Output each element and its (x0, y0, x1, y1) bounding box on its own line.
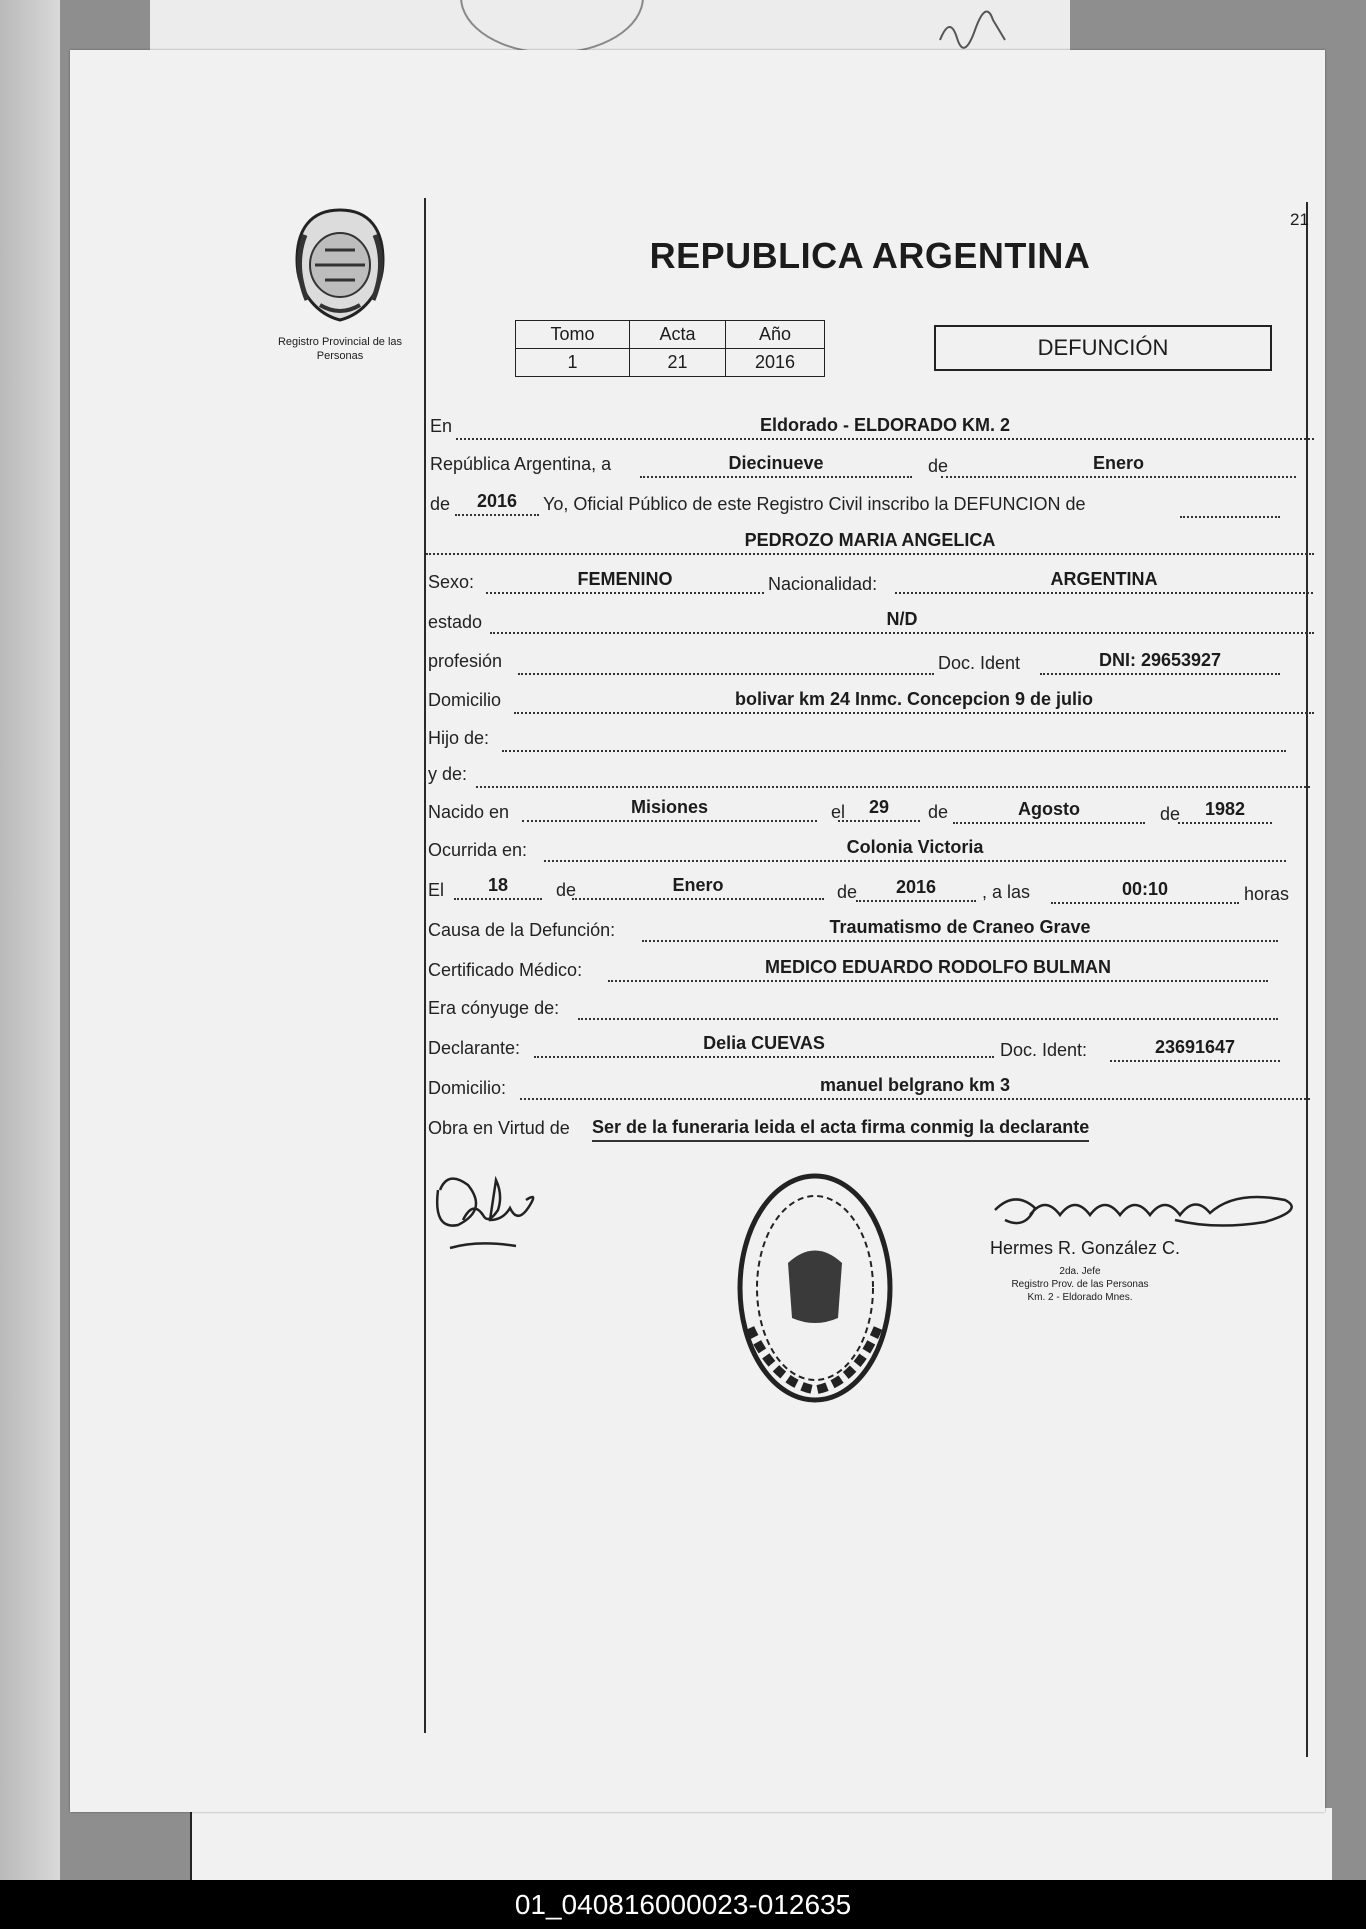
field-month: Enero (941, 450, 1296, 478)
label-doc-ident: Doc. Ident (938, 653, 1021, 673)
field-birthplace: Misiones (522, 794, 817, 822)
row-domicilio (426, 686, 1314, 718)
field-causa: Traumatismo de Craneo Grave (642, 914, 1278, 942)
label-de-death-month: de (555, 880, 577, 900)
row-date-registration (426, 450, 1314, 482)
row-decl-domicilio (426, 1076, 1314, 1108)
label-estado: estado (428, 612, 483, 632)
row-y-de (426, 760, 1314, 792)
label-de-birth-month: de (927, 802, 949, 822)
field-death-month: Enero (572, 872, 824, 900)
label-horas: horas (1244, 884, 1290, 904)
label-en: En (430, 416, 453, 436)
field-doc-ident: DNI: 29653927 (1040, 647, 1280, 675)
field-obra: Ser de la funeraria leida el acta firma conmig la declarante (592, 1114, 1089, 1142)
label-de-birth-year: de (1159, 804, 1181, 824)
label-el: el (830, 802, 845, 822)
field-hijo (502, 724, 1286, 752)
row-profession-doc (426, 647, 1314, 679)
label-sexo: Sexo: (428, 572, 475, 592)
field-profesion (518, 647, 934, 675)
underlying-signature (935, 10, 1025, 50)
row-place (426, 410, 1314, 442)
label-de-death-year: de (836, 882, 858, 902)
official-name: Hermes R. González C. (990, 1238, 1181, 1258)
label-declarante: Declarante: (428, 1038, 521, 1058)
scan-left-edge (0, 0, 60, 1880)
field-year: 2016 (455, 488, 539, 516)
row-declarante (426, 1033, 1314, 1068)
row-sex-nationality (426, 568, 1314, 600)
registry-name: Registro Provincial de las Personas (277, 336, 403, 362)
document-type-box: DEFUNCIÓN (934, 325, 1272, 371)
field-conyuge (578, 992, 1278, 1020)
official-title-line-2: Registro Prov. de las Personas (1011, 1279, 1149, 1290)
official-title-line-3: Km. 2 - Eldorado Mnes. (1027, 1292, 1133, 1303)
official-title (990, 1265, 1170, 1304)
label-decl-domicilio: Domicilio: (428, 1078, 507, 1098)
row-birth (426, 798, 1314, 830)
label-decl-doc: Doc. Ident: (1000, 1040, 1088, 1060)
label-obra: Obra en Virtud de (428, 1118, 570, 1138)
field-decl-doc: 23691647 (1110, 1034, 1280, 1062)
label-a-las: , a las (982, 882, 1031, 902)
province-emblem-icon (285, 205, 395, 325)
label-ocurrida: Ocurrida en: (428, 840, 528, 860)
official-seal-stamp (730, 1168, 900, 1408)
page-number: 21 (1290, 210, 1309, 229)
row-estado (426, 608, 1314, 640)
record-value-tomo: 1 (516, 349, 630, 377)
record-value-acta: 21 (630, 349, 726, 377)
field-ocurrida: Colonia Victoria (544, 834, 1286, 862)
label-hijo: Hijo de: (428, 728, 490, 748)
official-title-line-1: 2da. Jefe (1059, 1266, 1101, 1277)
field-birth-month: Agosto (953, 796, 1145, 824)
scan-id: 01_040816000023-012635 (514, 1889, 852, 1920)
row-deceased-name (426, 530, 1314, 562)
row-hijo (426, 724, 1314, 756)
field-deceased-name: PEDROZO MARIA ANGELICA (426, 527, 1314, 555)
declarant-signature (428, 1170, 548, 1270)
label-profesion: profesión (428, 651, 503, 671)
field-y-de (476, 760, 1310, 788)
underlying-sheet-bottom (190, 1808, 1332, 1880)
field-death-time: 00:10 (1051, 876, 1239, 904)
official-signature (985, 1180, 1305, 1240)
field-domicilio: bolivar km 24 Inmc. Concepcion 9 de julio (514, 686, 1314, 714)
row-causa (426, 918, 1314, 950)
row-conyuge (426, 996, 1314, 1028)
label-y-de: y de: (428, 764, 468, 784)
field-death-day: 18 (454, 872, 542, 900)
label-domicilio: Domicilio (428, 690, 502, 710)
label-el-cap: El (428, 880, 445, 900)
field-day-words: Diecinueve (640, 450, 912, 478)
field-declarante: Delia CUEVAS (534, 1030, 994, 1058)
row-obra (426, 1116, 1314, 1148)
record-value-anio: 2016 (726, 349, 825, 377)
label-de-year: de (430, 494, 451, 514)
record-table (515, 320, 825, 377)
record-header-anio: Año (726, 321, 825, 349)
label-causa: Causa de la Defunción: (428, 920, 616, 940)
field-birth-year: 1982 (1178, 796, 1272, 824)
field-death-year: 2016 (856, 874, 976, 902)
field-estado: N/D (490, 606, 1314, 634)
record-header-tomo: Tomo (516, 321, 630, 349)
statement-text: Yo, Oficial Público de este Registro Civil inscribo la DEFUNCION de (543, 494, 1086, 514)
field-certificado: MEDICO EDUARDO RODOLFO BULMAN (608, 954, 1268, 982)
field-decl-domicilio: manuel belgrano km 3 (520, 1072, 1310, 1100)
field-blank-after-statement (1180, 490, 1280, 518)
field-birth-day: 29 (838, 794, 920, 822)
label-nacionalidad: Nacionalidad: (768, 574, 878, 594)
field-place: Eldorado - ELDORADO KM. 2 (456, 412, 1314, 440)
field-sexo: FEMENINO (486, 566, 764, 594)
label-conyuge: Era cónyuge de: (428, 998, 560, 1018)
label-republica: República Argentina, a (430, 454, 612, 474)
row-ocurrida (426, 838, 1314, 870)
row-death-date (426, 875, 1314, 910)
certificate-page (70, 50, 1325, 1812)
document-title: REPUBLICA ARGENTINA (649, 235, 1091, 276)
row-year-statement (426, 490, 1314, 522)
label-certificado: Certificado Médico: (428, 960, 583, 980)
field-nacionalidad: ARGENTINA (895, 566, 1313, 594)
row-certificado (426, 958, 1314, 990)
record-header-acta: Acta (630, 321, 726, 349)
label-nacido: Nacido en (428, 802, 510, 822)
label-de: de (927, 456, 949, 476)
